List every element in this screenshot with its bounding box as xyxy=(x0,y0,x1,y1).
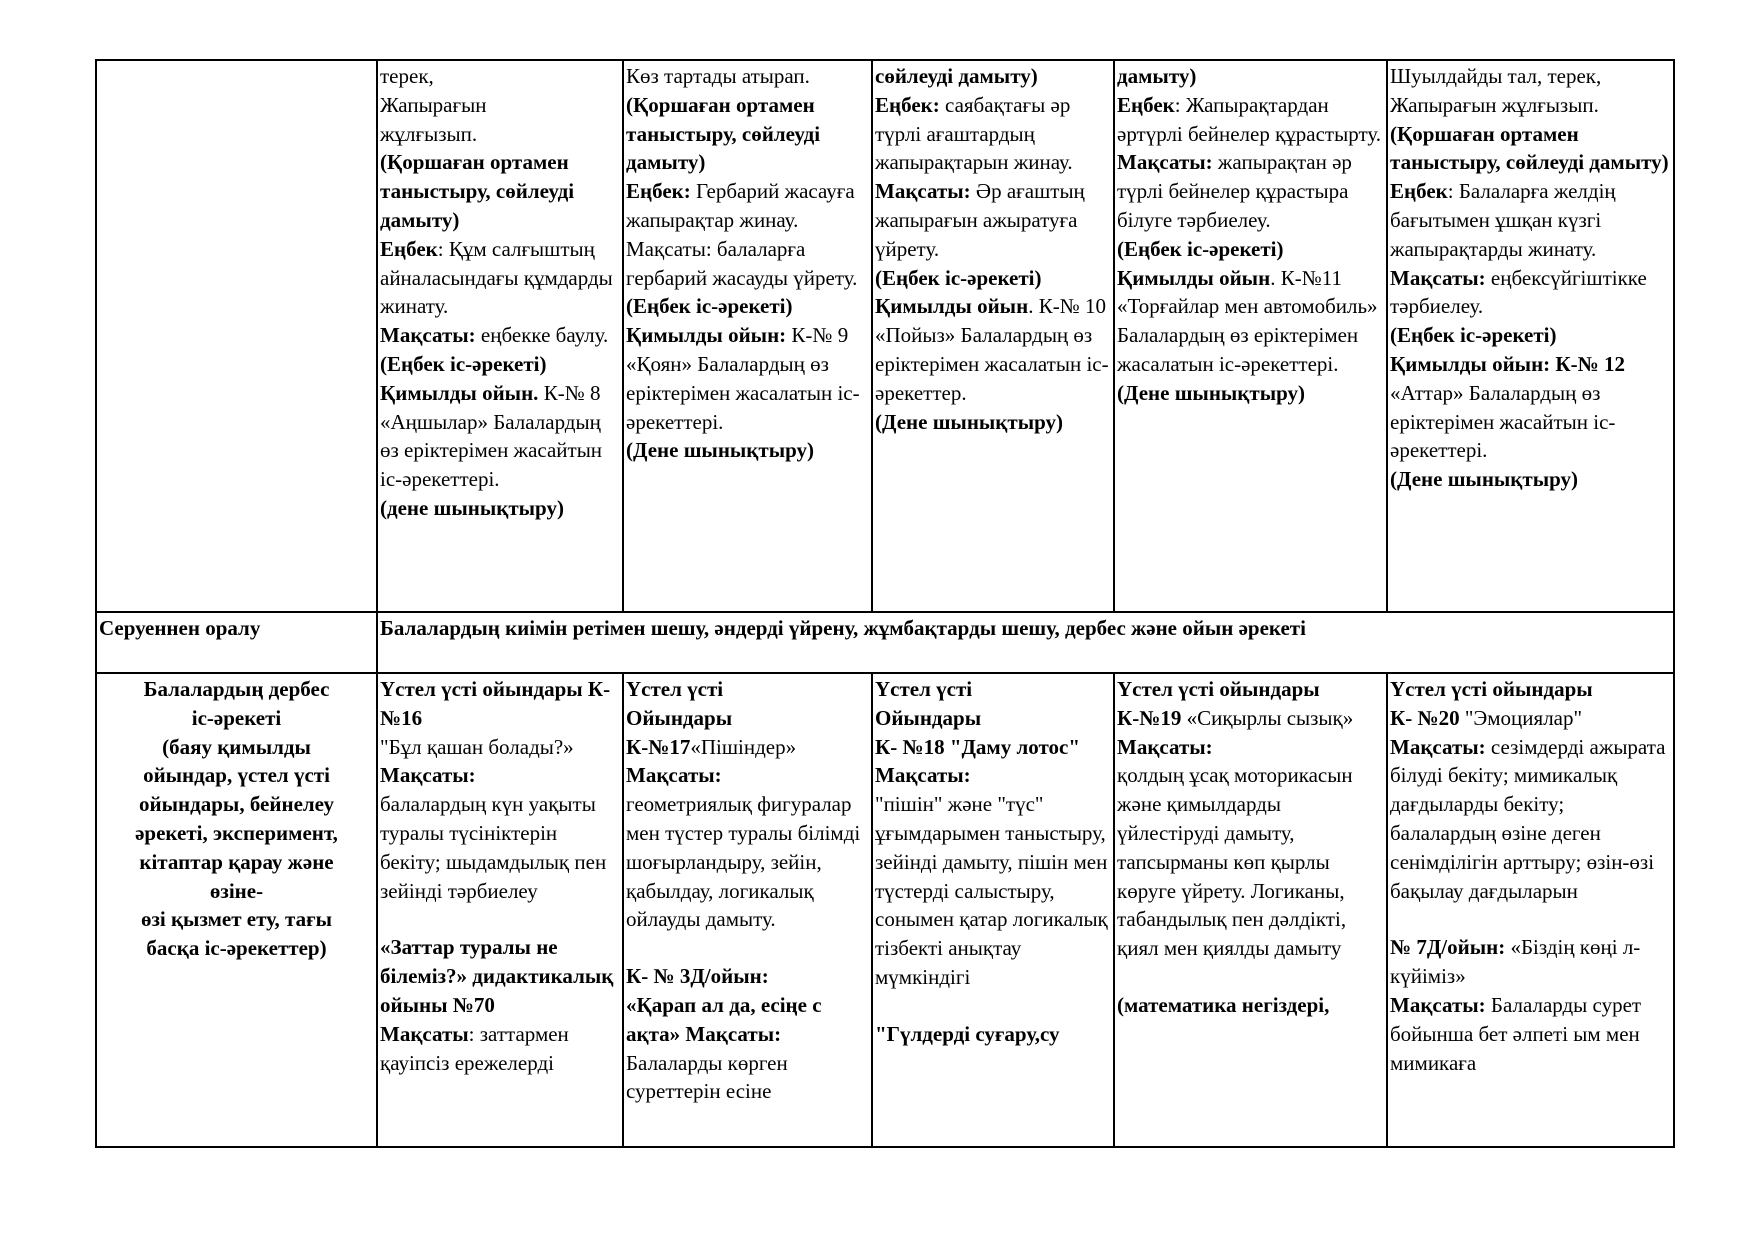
text: геометриялық фигуралар мен түстер туралы білімді шоғырландыру, зейін, қабылдау, логикалық ойлауды дамыту. xyxy=(626,792,861,932)
text: : заттармен қауіпсіз ережелерді xyxy=(380,1021,569,1075)
text: «Сиқырлы сызық» xyxy=(1181,705,1354,730)
cell-paragraph xyxy=(1390,264,1671,322)
bold-text: (Еңбек іс-әрекеті) xyxy=(1390,323,1557,348)
bold-text: Мақсаты: xyxy=(1390,734,1486,759)
label-line: іс-әрекеті xyxy=(191,705,282,730)
bold-text: Қимылды ойын: xyxy=(626,323,787,348)
bold-text: К- №20 xyxy=(1390,705,1460,730)
cell-paragraph xyxy=(1117,991,1384,1020)
bold-text: Үстел үсті ойындары xyxy=(1390,677,1593,701)
cell-paragraph xyxy=(1390,675,1671,704)
bold-text: Қимылды ойын. xyxy=(380,380,539,405)
cell-paragraph xyxy=(626,436,869,465)
cell-paragraph xyxy=(1390,465,1671,494)
cell-paragraph xyxy=(1117,235,1384,264)
paragraph-gap xyxy=(1390,905,1671,933)
label-line: ойындар, үстел үсті xyxy=(143,763,330,788)
bold-text: (Қоршаған ортамен таныстыру, сөйлеуді дамыту) xyxy=(1390,121,1669,175)
bold-text: К-№17 xyxy=(626,734,691,759)
text: балалардың күн уақыты туралы түсініктерін бекіту; шыдамдылық пен зейінді тәрбиелеу xyxy=(380,792,607,903)
text: : Жапырақтардан әртүрлі бейнелер құрастырту. xyxy=(1117,92,1381,146)
cell-paragraph xyxy=(380,321,620,350)
cell-paragraph xyxy=(380,675,620,733)
bold-text: Мақсаты xyxy=(380,1021,469,1046)
bold-text: «Заттар туралы не білеміз?» дидактикалық ойыны №70 xyxy=(380,935,614,1017)
cell-paragraph xyxy=(626,962,869,991)
cell-paragraph xyxy=(626,790,869,934)
text: "Эмоциялар" xyxy=(1459,705,1583,730)
activity-cell xyxy=(377,673,623,1147)
return-row xyxy=(96,612,1674,673)
bold-text: Еңбек xyxy=(380,236,438,261)
label-line: басқа іс-әрекеттер) xyxy=(146,936,327,961)
text: : Балаларға желдің бағытымен ұшқан күзгі жапырақтарды жинату. xyxy=(1390,179,1616,261)
cell-paragraph xyxy=(1117,148,1384,234)
walk-cell xyxy=(1114,60,1387,612)
paragraph-gap xyxy=(1117,963,1384,991)
cell-paragraph xyxy=(626,292,869,321)
bold-text: (Дене шынықтыру) xyxy=(1117,380,1306,405)
text: Балаларды көрген суреттерін есіне xyxy=(626,1050,788,1104)
text: К-№ 9 «Қоян» Балалардың өз еріктерімен жасалатын іс-әрекеттері. xyxy=(626,323,860,434)
text: Мақсаты: балаларға гербарий жасауды үйрету. xyxy=(626,236,858,290)
cell-paragraph xyxy=(626,235,869,293)
text: «Аттар» Балалардың өз еріктерімен жасайтын іс-әрекеттері. xyxy=(1390,380,1616,463)
cell-paragraph xyxy=(875,790,1111,992)
bold-text: Ойындары xyxy=(626,705,733,730)
text: . К-№ 10 «Пойыз» Балалардың өз еріктерімен жасалатын іс-әрекеттер. xyxy=(875,294,1109,405)
label-line: өзі қызмет ету, тағы xyxy=(140,907,333,932)
walk-cell xyxy=(872,60,1114,612)
activity-cell xyxy=(1114,673,1387,1147)
bold-text: Қимылды ойын: К-№ 12 xyxy=(1390,351,1625,376)
cell-paragraph xyxy=(626,991,869,1049)
walk-row-label-cell xyxy=(96,60,377,612)
cell-paragraph xyxy=(1390,177,1671,263)
cell-paragraph xyxy=(875,177,1111,263)
cell-paragraph xyxy=(626,91,869,177)
cell-paragraph xyxy=(1117,62,1384,91)
text: саябақтағы әр түрлі ағаштардың жапырақтарын жинау. xyxy=(875,92,1073,175)
bold-text: Үстел үсті ойындары xyxy=(1117,677,1320,701)
label-line: (баяу қимылды xyxy=(162,734,311,759)
bold-text: "Гүлдерді суғару,су xyxy=(875,1021,1060,1046)
cell-paragraph xyxy=(1390,704,1671,733)
text: "пішін" және "түс" ұғымдарымен таныстыру, зейінді дамыту, пішін мен түстерді салыстыру, сонымен қатар логикалық тізбекті анықтау мүмкіндігі xyxy=(875,792,1108,989)
text: "Бұл қашан болады?» xyxy=(380,734,574,759)
cell-paragraph xyxy=(1390,62,1671,91)
text: еңбекке баулу. xyxy=(475,323,609,348)
bold-text: Мақсаты: xyxy=(875,179,971,204)
bold-text: Мақсаты: xyxy=(1390,265,1486,290)
cell-paragraph xyxy=(1117,761,1384,963)
text: «Біздің көңі л-күйіміз» xyxy=(1390,935,1641,989)
cell-paragraph xyxy=(1390,91,1671,120)
activity-cell xyxy=(623,673,872,1147)
cell-paragraph xyxy=(380,761,620,790)
bold-text: (Еңбек іс-әрекеті) xyxy=(626,294,793,319)
independent-row xyxy=(96,673,1674,1147)
cell-paragraph xyxy=(380,350,620,379)
bold-text: (дене шынықтыру) xyxy=(380,495,564,520)
walk-row xyxy=(96,60,1674,612)
text: жұлғызып. xyxy=(380,121,478,146)
bold-text: Мақсаты: xyxy=(1117,734,1213,759)
bold-text: Еңбек: xyxy=(875,92,940,117)
bold-text: «Қарап ал да, есіңе с ақта» Мақсаты: xyxy=(626,992,822,1046)
bold-text: дамыту) xyxy=(1117,64,1197,88)
text: Әр ағаштың жапырағын ажыратуға үйрету. xyxy=(875,179,1085,261)
text: К-№ 8 «Аңшылар» Балалардың өз еріктерімен жасайтын іс-әрекеттері. xyxy=(380,380,603,492)
cell-paragraph xyxy=(875,292,1111,407)
bold-text: (Еңбек іс-әрекеті) xyxy=(875,265,1042,290)
bold-text: (Дене шынықтыру) xyxy=(626,438,815,463)
bold-text: Ойындары xyxy=(875,705,982,730)
cell-paragraph xyxy=(1390,321,1671,350)
cell-paragraph xyxy=(875,91,1111,177)
bold-text: Мақсаты: xyxy=(380,323,476,348)
cell-paragraph xyxy=(875,675,1111,704)
label-line: Балалардың дербес xyxy=(143,677,330,701)
bold-text: Еңбек: xyxy=(626,179,691,204)
bold-text: (Қоршаған ортамен таныстыру, сөйлеуді дамыту) xyxy=(380,150,575,232)
text: еңбексүйгіштікке тәрбиелеу. xyxy=(1390,265,1647,319)
cell-paragraph xyxy=(1117,704,1384,762)
cell-paragraph xyxy=(1390,733,1671,906)
label-line: әрекеті, эксперимент, xyxy=(135,820,338,845)
bold-text: Қимылды ойын xyxy=(1117,265,1271,290)
text: Шуылдайды тал, терек, xyxy=(1390,64,1602,88)
text: сезімдерді ажырата білуді бекіту; мимикалық дағдыларды бекіту; балалардың өзіне деген сенімділігін арттыру; өзін-өзі бақылау дағдыларын xyxy=(1390,734,1666,903)
paragraph-gap xyxy=(626,934,869,962)
bold-text: К- № 3Д/ойын: xyxy=(626,964,769,989)
paragraph-gap xyxy=(380,905,620,933)
cell-paragraph xyxy=(1390,933,1671,991)
bold-text: Еңбек xyxy=(1117,92,1175,117)
bold-text: (Дене шынықтыру) xyxy=(1390,467,1579,492)
bold-text: Қимылды ойын xyxy=(875,294,1029,319)
bold-text: Мақсаты: xyxy=(380,763,476,788)
walk-cell xyxy=(377,60,623,612)
cell-paragraph xyxy=(626,321,869,436)
return-row-text: Балалардың киімін ретімен шешу, әндерді үйрену, жұмбақтарды шешу, дербес және ойын әрекеті xyxy=(377,612,1674,673)
cell-paragraph xyxy=(626,177,869,235)
text: «Пішіндер» xyxy=(690,734,797,759)
text: Балаларды сурет бойынша бет әлпеті ым мен мимикаға xyxy=(1390,992,1642,1075)
cell-paragraph xyxy=(380,790,620,905)
cell-paragraph xyxy=(380,1020,620,1078)
bold-text: (Дене шынықтыру) xyxy=(875,409,1064,434)
cell-paragraph xyxy=(380,62,620,91)
cell-paragraph xyxy=(380,933,620,1019)
text: жапырақтан әр түрлі бейнелер құрастыра білуге тәрбиелеу. xyxy=(1117,150,1352,232)
cell-paragraph xyxy=(1390,120,1671,178)
bold-text: (Қоршаған ортамен таныстыру, сөйлеуді дамыту) xyxy=(626,92,821,175)
cell-paragraph xyxy=(875,733,1111,791)
cell-paragraph xyxy=(626,733,869,762)
bold-text: Мақсаты: xyxy=(626,763,722,788)
cell-paragraph xyxy=(1117,91,1384,149)
label-line: өзіне- xyxy=(209,878,264,903)
cell-paragraph xyxy=(875,264,1111,293)
cell-paragraph xyxy=(1390,991,1671,1077)
bold-text: Үстел үсті xyxy=(875,677,973,701)
cell-paragraph xyxy=(1117,379,1384,408)
text: . К-№11 «Торғайлар мен автомобиль» Балалардың өз еріктерімен жасалатын іс-әрекеттері. xyxy=(1117,265,1378,376)
bold-text: (Еңбек іс-әрекеті) xyxy=(1117,236,1284,261)
text: Жапырағын жұлғызып. xyxy=(1390,92,1599,117)
cell-paragraph xyxy=(1117,675,1384,704)
text: Гербарий жасауға жапырақтар жинау. xyxy=(626,179,855,232)
cell-paragraph xyxy=(875,408,1111,437)
walk-cell xyxy=(623,60,872,612)
bold-text: № 7Д/ойын: xyxy=(1390,935,1506,960)
walk-cell xyxy=(1387,60,1674,612)
bold-text: Мақсаты: xyxy=(1390,992,1486,1017)
bold-text: К-№19 xyxy=(1117,705,1182,730)
cell-paragraph xyxy=(626,62,869,91)
cell-paragraph xyxy=(380,494,620,523)
bold-text: Үстел үсті ойындары К-№16 xyxy=(380,677,611,730)
text: қолдың ұсақ моторикасын және қимылдарды үйлестіруді дамыту, тапсырманы көп қырлы көруге үйрету. Логиканы, табандылық пен дәлдікті, қиял мен қиялды дамыту xyxy=(1117,763,1353,961)
text: Көз тартады атырап. xyxy=(626,64,810,88)
cell-paragraph xyxy=(626,761,869,790)
label-line: кітаптар қарау және xyxy=(139,849,334,874)
cell-paragraph xyxy=(626,704,869,733)
return-row-label: Серуеннен оралу xyxy=(96,612,377,673)
cell-paragraph xyxy=(875,1020,1111,1049)
cell-paragraph xyxy=(380,148,620,234)
cell-paragraph xyxy=(1117,264,1384,379)
activity-cell xyxy=(1387,673,1674,1147)
cell-paragraph xyxy=(875,704,1111,733)
cell-paragraph xyxy=(380,379,620,494)
cell-paragraph xyxy=(1390,350,1671,465)
text: : Құм салғыштың айналасындағы құмдарды жинату. xyxy=(380,236,613,319)
schedule-table xyxy=(95,59,1675,1148)
cell-paragraph xyxy=(380,733,620,762)
bold-text: Еңбек xyxy=(1390,179,1448,204)
bold-text: сөйлеуді дамыту) xyxy=(875,64,1038,88)
bold-text: Үстел үсті xyxy=(626,677,724,701)
bold-text: Мақсаты: xyxy=(1117,150,1213,175)
activity-cell xyxy=(872,673,1114,1147)
bold-text: К- №18 "Даму лотос" Мақсаты: xyxy=(875,734,1081,788)
text: Жапырағын xyxy=(380,92,487,117)
independent-row-label xyxy=(96,673,377,1147)
cell-paragraph xyxy=(380,91,620,120)
label-line: ойындары, бейнелеу xyxy=(139,792,334,817)
cell-paragraph xyxy=(380,120,620,149)
bold-text: (Еңбек іс-әрекеті) xyxy=(380,351,547,376)
text: терек, xyxy=(380,64,434,88)
cell-paragraph xyxy=(875,62,1111,91)
cell-paragraph xyxy=(626,675,869,704)
paragraph-gap xyxy=(875,992,1111,1020)
cell-paragraph xyxy=(380,235,620,321)
cell-paragraph xyxy=(626,1049,869,1107)
bold-text: (математика негіздері, xyxy=(1117,992,1330,1017)
